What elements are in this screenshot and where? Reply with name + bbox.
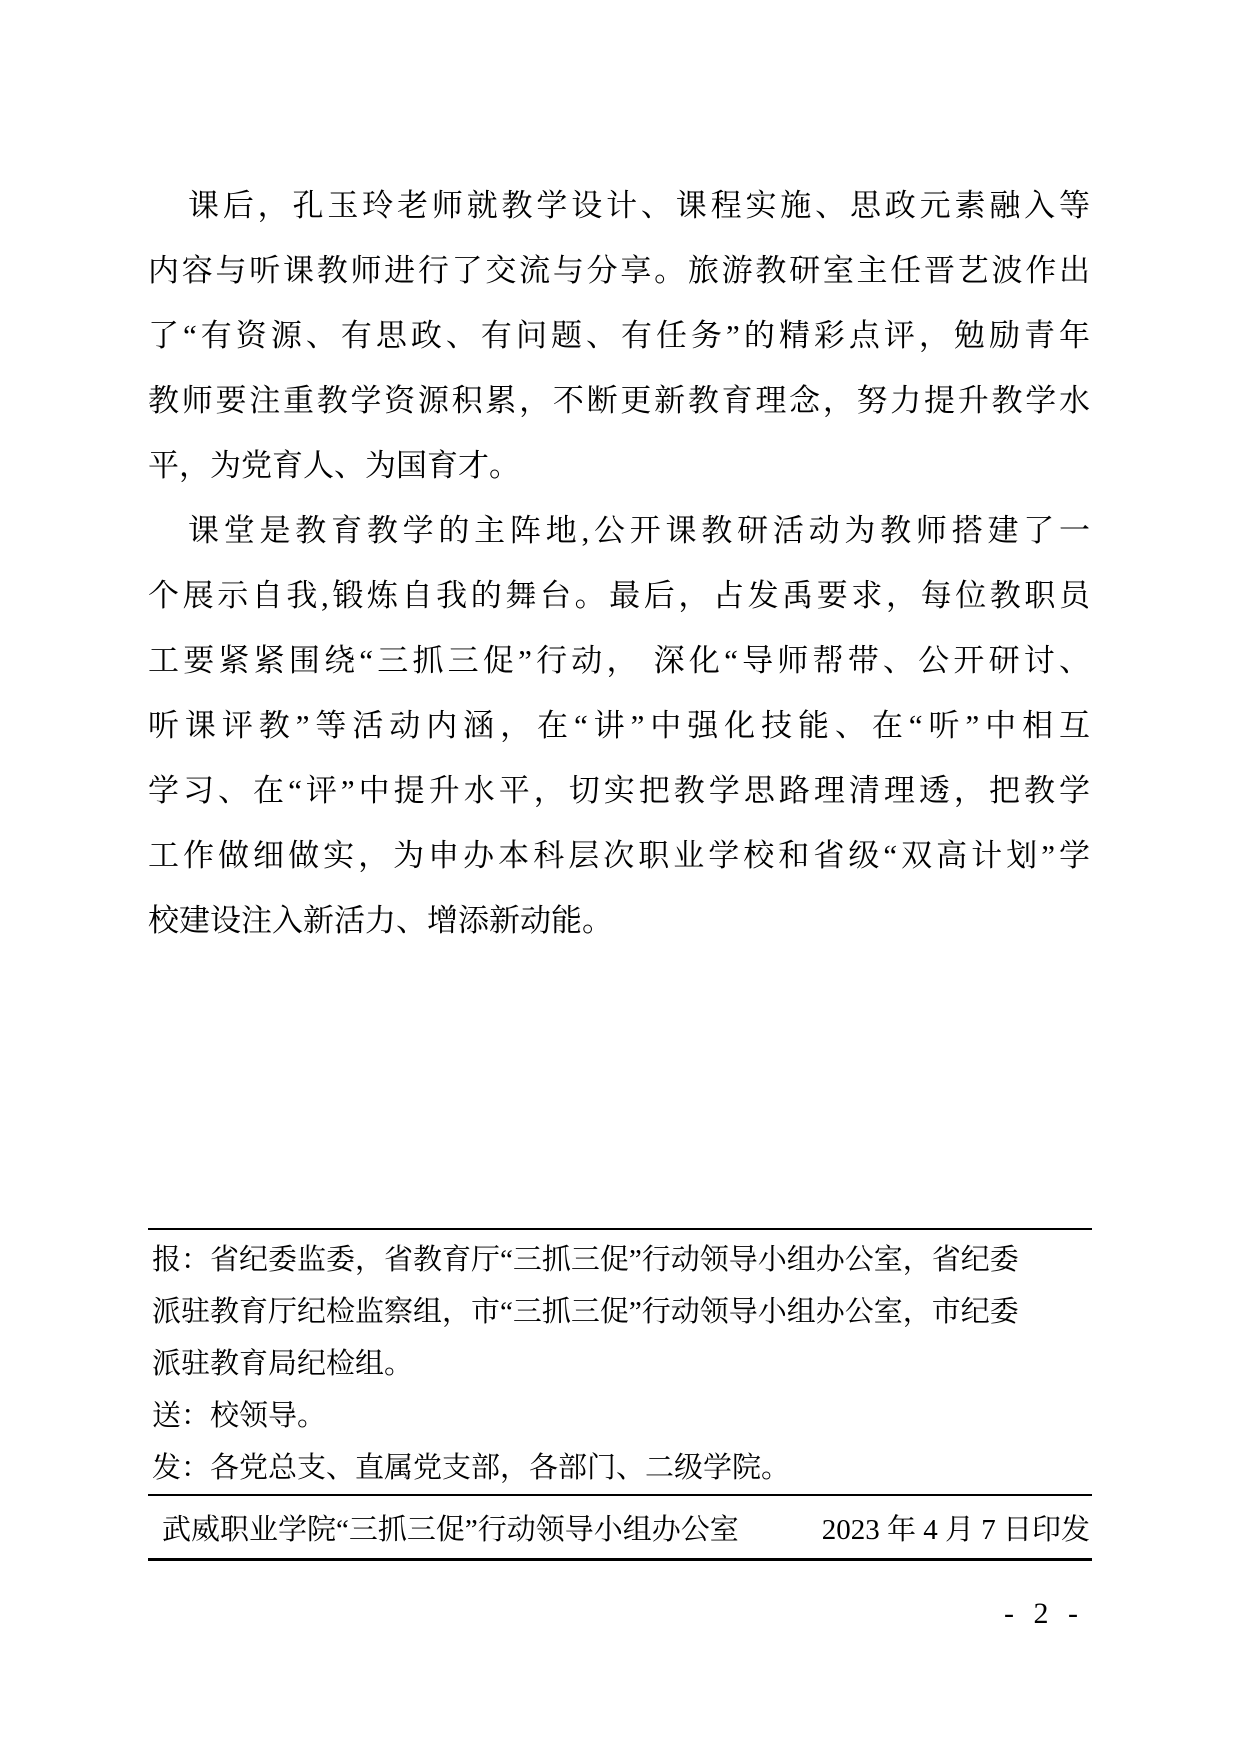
distribution-line-issue: 发：各党总支、直属党支部，各部门、二级学院。 — [152, 1452, 791, 1484]
body-line: 教师要注重教学资源积累，不断更新教育理念，努力提升教学水 — [148, 383, 1090, 418]
body-line: 了“有资源、有思政、有问题、有任务”的精彩点评，勉励青年 — [148, 318, 1090, 353]
distribution-line-report: 报：省纪委监委，省教育厅“三抓三促”行动领导小组办公室，省纪委 — [152, 1244, 1019, 1276]
body-line: 工要紧紧围绕“三抓三促”行动， 深化“导师帮带、公开研讨、 — [148, 643, 1090, 678]
distribution-line-report-cont: 派驻教育厅纪检监察组，市“三抓三促”行动领导小组办公室，市纪委 — [152, 1296, 1019, 1328]
body-line: 学习、在“评”中提升水平，切实把教学思路理清理透，把教学 — [148, 773, 1090, 808]
body-line: 工作做细做实，为申办本科层次职业学校和省级“双高计划”学 — [148, 838, 1090, 873]
body-line: 听课评教”等活动内涵，在“讲”中强化技能、在“听”中相互 — [148, 708, 1090, 743]
print-info-line — [148, 1496, 1092, 1558]
body-line: 课后，孔玉玲老师就教学设计、课程实施、思政元素融入等 — [188, 188, 1090, 223]
distribution-line-report-cont: 派驻教育局纪检组。 — [152, 1348, 414, 1380]
body-line: 课堂是教育教学的主阵地,公开课教研活动为教师搭建了一 — [188, 513, 1090, 548]
body-line: 平，为党育人、为国育才。 — [148, 448, 520, 483]
body-line: 内容与听课教师进行了交流与分享。旅游教研室主任晋艺波作出 — [148, 253, 1090, 288]
colophon-divider-bottom — [148, 1558, 1092, 1561]
page-number: - 2 - — [1004, 1597, 1084, 1630]
body-line: 个展示自我,锻炼自我的舞台。最后，占发禹要求，每位教职员 — [148, 578, 1090, 613]
distribution-list — [148, 1230, 1092, 1494]
document-body — [148, 173, 1090, 953]
document-colophon — [148, 1228, 1092, 1631]
body-line: 校建设注入新活力、增添新动能。 — [148, 903, 613, 938]
print-office: 武威职业学院“三抓三促”行动领导小组办公室 — [162, 1513, 739, 1546]
distribution-line-send: 送：校领导。 — [152, 1400, 327, 1432]
print-date: 2023 年 4 月 7 日印发 — [821, 1513, 1090, 1546]
